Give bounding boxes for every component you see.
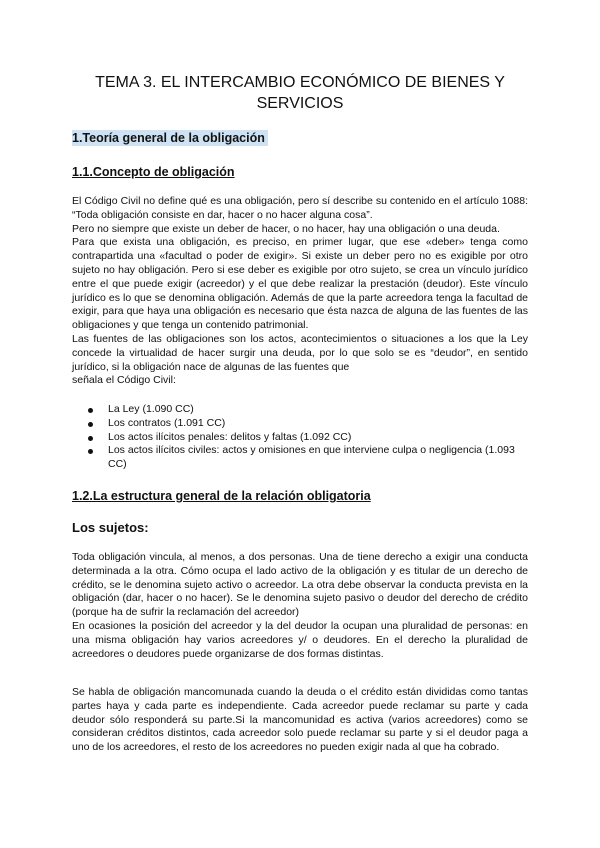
- sources-list: [88, 403, 528, 472]
- list-item: [88, 403, 528, 417]
- section-heading-1: [72, 130, 268, 146]
- concept-text: [72, 195, 528, 388]
- concept-paragraph: Las fuentes de las obligaciones son los actos, acontecimientos o situaciones a los que la Ley concede la virtualidad de hacer surgir una deuda, por lo que solo se es “deudor”, en sentido jurídico, si la obligación nace de algunas de las fuentes que: [72, 332, 528, 373]
- section-heading-1-1: 1.1.Concepto de obligación: [72, 165, 235, 179]
- bullet-icon: [88, 436, 93, 441]
- list-item: [88, 444, 528, 472]
- mancomunada-text: Se habla de obligación mancomunada cuando la deuda o el crédito están divididas como tantas partes haya y cada parte es independiente. Cada acreedor puede reclamar su parte y cada deudor sólo responderá su parte.Si la mancomunidad es activa (varios acreedores) como se consideran créditos distintos, cada acreedor solo puede reclamar su parte y si el deudor paga a uno de los acreedores, el resto de los acreedores no pueden exigir nada al que ha cobrado.: [72, 686, 528, 754]
- list-item-text: Los actos ilícitos civiles: actos y omisiones en que interviene culpa o negligencia (1.093 CC): [108, 444, 515, 471]
- subjects-paragraph: Toda obligación vincula, al menos, a dos personas. Una de tiene derecho a exigir una conducta determinada a la otra. Cómo ocupa el lado activo de la obligación y es titular de un derecho de crédito, se le denomina sujeto activo o acreedor. La otra debe observar la conducta prevista en la obligación (dar, hacer o no hacer). Se le denomina sujeto pasivo o deudor del derecho de crédito (porque ha de sufrir la reclamación del acreedor): [72, 551, 528, 619]
- list-item: [88, 417, 528, 431]
- concept-paragraph: señala el Código Civil:: [72, 374, 176, 387]
- concept-paragraph: Para que exista una obligación, es preciso, en primer lugar, que ese «deber» tenga como contrapartida una «facultad o poder de exigir». Si existe un deber pero no es exigible por otro sujeto no hay obligación. Pero si ese deber es exigible por otro sujeto, se crea un vínculo jurídico entre el que puede exigir (acreedor) y el que debe realizar la prestación (deudor). Este vínculo jurídico es lo que se denomina obligación. Además de que la parte acreedora tenga la facultad de exigir, para que haya una obligación es necesario que ésta nazca de alguna de las fuentes de las obligaciones y que tenga un contenido patrimonial.: [72, 236, 528, 332]
- document-title: TEMA 3. EL INTERCAMBIO ECONÓMICO DE BIENES Y SERVICIOS: [95, 74, 505, 112]
- list-item-text: Los actos ilícitos penales: delitos y faltas (1.092 CC): [108, 430, 352, 443]
- concept-paragraph: El Código Civil no define qué es una obligación, pero sí describe su contenido en el artículo 1088: “Toda obligación consiste en dar, hacer o no hacer alguna cosa”.: [72, 195, 528, 221]
- section-heading-1-2: 1.2.La estructura general de la relación obligatoria: [72, 489, 371, 503]
- subjects-paragraph: En ocasiones la posición del acreedor y la del deudor la ocupan una pluralidad de personas: en una misma obligación hay varios acreedores y/ o deudores. En el derecho la pluralidad de acreedores o deudores puede organizarse de dos formas distintas.: [72, 619, 528, 660]
- bullet-icon: [88, 422, 93, 427]
- list-item-text: Los contratos (1.091 CC): [108, 416, 226, 429]
- bullet-icon: [88, 408, 93, 413]
- subjects-heading: Los sujetos:: [72, 520, 149, 535]
- list-item-text: La Ley (1.090 CC): [108, 403, 194, 415]
- bullet-icon: [88, 449, 93, 454]
- section-heading-1-text: 1.Teoría general de la obligación: [72, 130, 268, 146]
- list-item: [88, 431, 528, 445]
- subjects-text: [72, 551, 528, 661]
- concept-paragraph: Pero no siempre que existe un deber de hacer, o no hacer, hay una obligación o una deuda.: [72, 222, 500, 235]
